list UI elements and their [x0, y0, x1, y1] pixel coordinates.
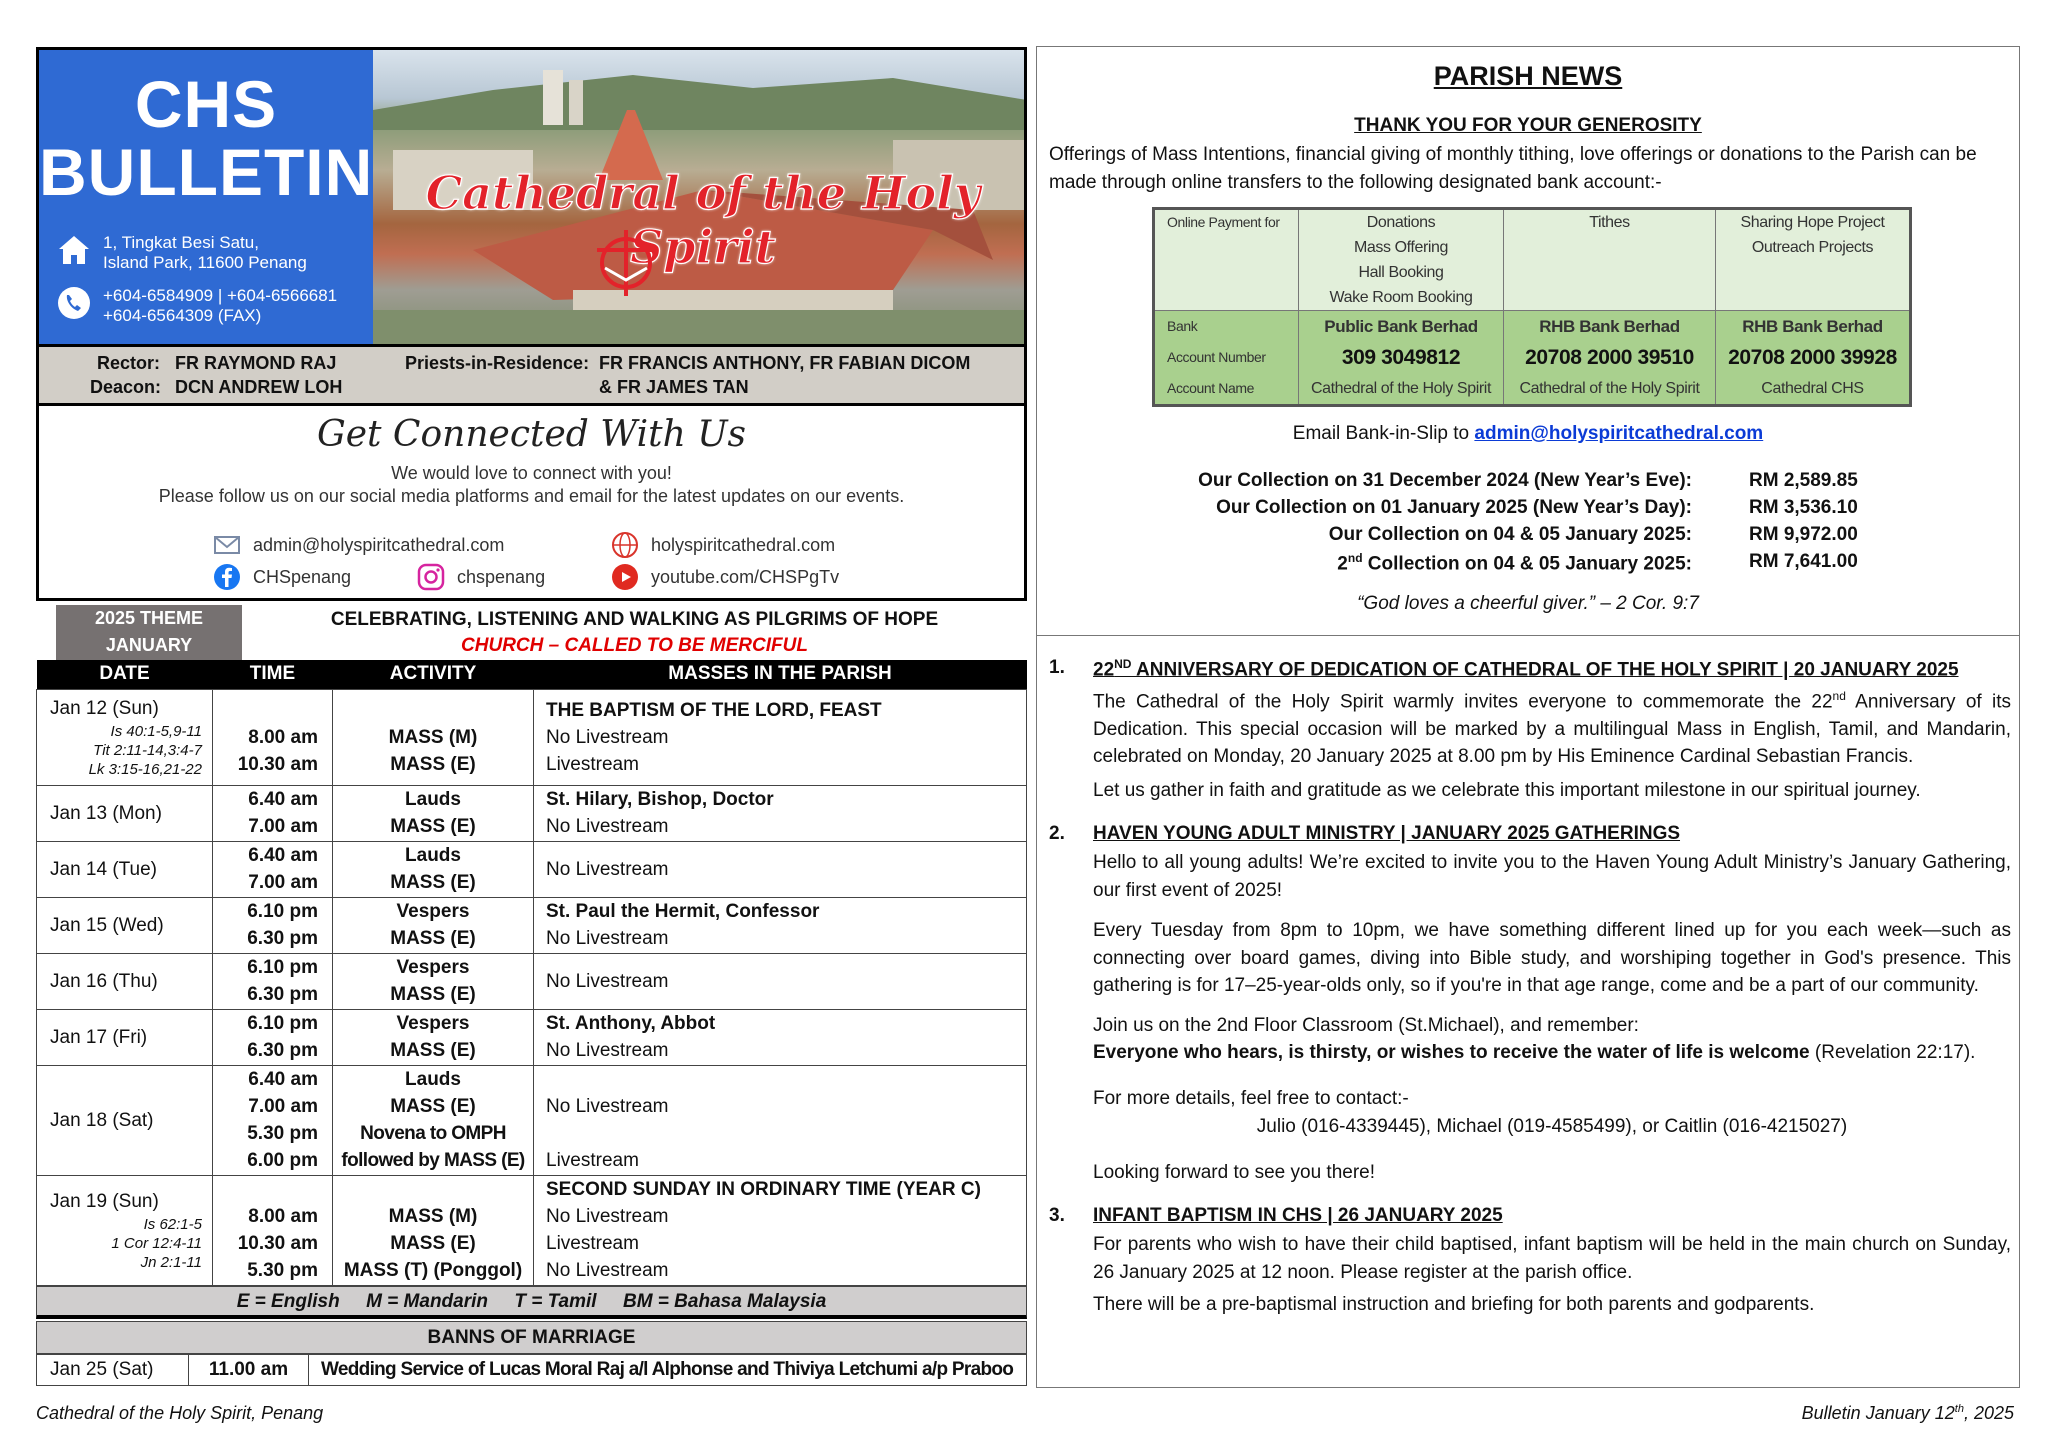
date-text: Jan 12 (Sun): [50, 698, 159, 719]
schedule-header-row: [37, 660, 1027, 689]
purpose-cell: [1504, 209, 1716, 311]
address-line1: 1, Tingkat Besi Satu,: [103, 233, 259, 252]
mass-cell: No Livestream: [534, 841, 1027, 897]
get-connected-panel: [36, 403, 1027, 601]
purpose-text: Hall Booking: [1358, 264, 1444, 281]
footer-year-text: , 2025: [1963, 1403, 2014, 1423]
youtube-contact[interactable]: [611, 563, 839, 591]
activity-cell: [333, 897, 534, 953]
mass-cell: [534, 1175, 1027, 1285]
email-text: admin@holyspiritcathedral.com: [253, 534, 505, 555]
date-cell: Jan 18 (Sat): [37, 1065, 213, 1175]
connect-subtitle-2: Please follow us on our social media platforms and email for the latest updates on our events.: [158, 486, 905, 506]
facebook-contact[interactable]: [213, 563, 351, 591]
theme-box-line2: JANUARY: [105, 635, 193, 655]
table-row: [37, 1354, 1027, 1385]
activity-text: followed by MASS (E): [341, 1150, 525, 1171]
purpose-text: Donations: [1366, 214, 1436, 231]
mail-icon: [213, 531, 241, 559]
activity-text: Vespers: [396, 957, 470, 978]
table-row: [37, 897, 1027, 953]
banns-date: Jan 25 (Sat): [37, 1354, 189, 1385]
feast-text: SECOND SUNDAY IN ORDINARY TIME (YEAR C): [546, 1179, 981, 1200]
time-cell: [213, 785, 333, 841]
purpose-text: Mass Offering: [1353, 239, 1449, 256]
email-prefix: Email Bank-in-Slip to: [1292, 423, 1475, 444]
address-line2: Island Park, 11600 Penang: [103, 253, 307, 272]
purpose-text: Tithes: [1589, 214, 1630, 231]
activity-text: Lauds: [405, 845, 461, 866]
ordinal-number: 2: [1337, 553, 1348, 575]
activity-cell: [333, 841, 534, 897]
connect-heading: Get Connected With Us: [316, 414, 747, 455]
account-name: Cathedral of the Holy Spirit: [1519, 380, 1700, 397]
collection-label: Our Collection on 04 & 05 January 2025:: [1328, 524, 1692, 545]
time-text: 5.30 pm: [247, 1123, 318, 1144]
instagram-contact[interactable]: [417, 563, 545, 591]
activity-cell: [333, 1009, 534, 1065]
language-legend: E = English M = Mandarin T = Tamil BM = Bahasa Malaysia: [36, 1286, 1027, 1319]
scripture-reference: (Revelation 22:17).: [1809, 1042, 1976, 1063]
activity-text: Lauds: [405, 789, 461, 810]
banner-blue-panel: [39, 50, 373, 347]
time-cell: [213, 897, 333, 953]
reading: Tit 2:11-14,3:4-7: [93, 742, 202, 759]
feast-text: St. Paul the Hermit, Confessor: [546, 901, 820, 922]
table-row: [37, 1065, 1027, 1175]
date-cell: [37, 1175, 213, 1285]
livestream-note: No Livestream: [546, 928, 669, 949]
activity-cell: [333, 689, 534, 785]
theme-line2: CHURCH – CALLED TO BE MERCIFUL: [461, 635, 808, 656]
livestream-note: No Livestream: [546, 1260, 669, 1281]
youtube-text: youtube.com/CHSPgTv: [651, 566, 840, 587]
footer-date-text: Bulletin January 12: [1801, 1403, 1955, 1423]
thanks-heading: THANK YOU FOR YOUR GENEROSITY: [1354, 115, 1702, 136]
time-cell: [213, 841, 333, 897]
activity-cell: [333, 1065, 534, 1175]
time-cell: [213, 689, 333, 785]
item-paragraph: For parents who wish to have their child baptised, infant baptism will be held in the main church on Sunday, 26 January 2025 at 12 noon. Please register at the parish office.: [1093, 1234, 2011, 1283]
phone-line1: +604-6584909 | +604-6566681: [103, 286, 338, 305]
table-row: [37, 1175, 1027, 1285]
banns-time: 11.00 am: [189, 1354, 309, 1385]
mass-cell: No Livestream: [534, 953, 1027, 1009]
activity-text: Lauds: [405, 1069, 461, 1090]
activity-text: Vespers: [396, 1013, 470, 1034]
instagram-text: chspenang: [457, 566, 546, 587]
theme-line1: CELEBRATING, LISTENING AND WALKING AS PILGRIMS OF HOPE: [330, 609, 939, 630]
col-date: DATE: [37, 660, 213, 689]
instagram-icon: [417, 563, 445, 591]
item-paragraph: Join us on the 2nd Floor Classroom (St.Michael), and remember:: [1093, 1015, 1639, 1036]
activity-text: MASS (E): [390, 816, 476, 837]
bank-name: RHB Bank Berhad: [1539, 317, 1680, 336]
item-paragraph: [1093, 1039, 2011, 1067]
date-cell: [37, 689, 213, 785]
collection-amount: RM 2,589.85: [1749, 470, 1858, 491]
table-row: [1154, 311, 1911, 406]
table-row: [1154, 209, 1911, 311]
activity-text: MASS (E): [390, 1040, 476, 1061]
mass-cell: [534, 1065, 1027, 1175]
account-cell: [1716, 311, 1911, 406]
account-cell: [1504, 311, 1716, 406]
account-number-label: Account Number: [1167, 349, 1266, 365]
table-row: [37, 953, 1027, 1009]
activity-text: MASS (T) (Ponggol): [343, 1260, 523, 1281]
ordinal-suffix: nd: [1832, 689, 1846, 703]
section-divider: [1037, 635, 2019, 636]
livestream-note: Livestream: [546, 1150, 639, 1171]
item-paragraph: [1093, 683, 2011, 771]
parish-news-panel: [1036, 46, 2020, 1388]
time-text: 10.30 am: [237, 1233, 318, 1254]
activity-text: Vespers: [396, 901, 470, 922]
deacon-name: DCN ANDREW LOH: [175, 377, 343, 397]
banns-table: [36, 1354, 1027, 1386]
priests-line1: FR FRANCIS ANTHONY, FR FABIAN DICOM: [599, 353, 971, 373]
priests-label: Priests-in-Residence:: [405, 353, 590, 373]
time-text: 6.30 pm: [247, 984, 318, 1005]
time-text: 7.00 am: [248, 1096, 318, 1117]
time-text: 6.30 pm: [247, 1040, 318, 1061]
rector-name: FR RAYMOND RAJ: [175, 353, 337, 373]
mass-schedule-table: [36, 660, 1027, 1286]
livestream-note: No Livestream: [546, 1206, 669, 1227]
facebook-text: CHSpenang: [253, 566, 352, 587]
deacon-label: Deacon:: [90, 377, 162, 397]
mass-cell: [534, 897, 1027, 953]
cathedral-photo: [373, 50, 1027, 347]
time-text: 6.30 pm: [247, 928, 318, 949]
time-text: 5.30 pm: [247, 1260, 318, 1281]
item-number: 2.: [1049, 823, 1065, 844]
time-text: 6.40 am: [248, 845, 318, 866]
table-row: [37, 785, 1027, 841]
email-contact[interactable]: [213, 531, 504, 559]
collection-label-text: Collection on 04 & 05 January 2025:: [1362, 553, 1692, 575]
bank-name: Public Bank Berhad: [1324, 317, 1478, 336]
activity-cell: [333, 1175, 534, 1285]
date-cell: Jan 13 (Mon): [37, 785, 213, 841]
date-cell: Jan 14 (Tue): [37, 841, 213, 897]
offerings-text: Offerings of Mass Intentions, financial giving of monthly tithing, love offerings or donations to the Parish can be made through online transfers to the following designated bank account:-: [1049, 144, 1977, 193]
purpose-cell: [1716, 209, 1911, 311]
reading: Lk 3:15-16,21-22: [88, 761, 202, 778]
item-number: 3.: [1049, 1205, 1065, 1226]
activity-text: MASS (E): [390, 753, 476, 775]
activity-cell: [333, 785, 534, 841]
youtube-icon: [611, 563, 639, 591]
footer-ordinal-suffix: th: [1954, 1403, 1964, 1415]
scripture-verse: “God loves a cheerful giver.” – 2 Cor. 9:7: [1357, 593, 1699, 614]
banner-title-line2: BULLETIN: [39, 135, 374, 209]
priests-line2: & FR JAMES TAN: [599, 377, 749, 397]
reading: Is 62:1-5: [143, 1216, 202, 1233]
date-text: Jan 19 (Sun): [50, 1191, 159, 1212]
purpose-cell: [1299, 209, 1504, 311]
banns-text: Wedding Service of Lucas Moral Raj a/l Alphonse and Thiviya Letchumi a/p Praboo: [309, 1354, 1027, 1385]
address-block: [57, 233, 307, 273]
reading: 1 Cor 12:4-11: [111, 1235, 202, 1252]
mass-cell: [534, 689, 1027, 785]
time-text: 8.00 am: [248, 1206, 318, 1227]
time-cell: [213, 1175, 333, 1285]
activity-cell: [333, 953, 534, 1009]
item-paragraph: There will be a pre-baptismal instruction and briefing for both parents and godparents.: [1093, 1294, 1815, 1315]
connect-subtitle-1: We would love to connect with you!: [391, 463, 672, 483]
footer-right: [1802, 1403, 2014, 1424]
item-paragraph: Let us gather in faith and gratitude as we celebrate this important milestone in our spiritual journey.: [1093, 780, 1921, 801]
collection-amount: RM 3,536.10: [1749, 497, 1858, 518]
globe-icon: [611, 531, 639, 559]
activity-text: Novena to OMPH: [360, 1123, 506, 1144]
ordinal-suffix: nd: [1347, 551, 1363, 565]
feast-text: St. Anthony, Abbot: [546, 1013, 716, 1034]
account-number: 20708 2000 39928: [1728, 346, 1897, 369]
account-number: 309 3049812: [1341, 346, 1461, 369]
activity-text: MASS (M): [388, 726, 478, 748]
theme-row: [36, 605, 1027, 660]
activity-text: MASS (E): [390, 1233, 476, 1254]
paragraph-text: Anniversary of its Dedication. This special occasion will be marked by a multilingual Mass in English, Tamil, and Mandarin, celebrated on Monday, 20 January 2025 at 8.00 pm by His Eminence Cardinal Sebastian Francis.: [1093, 691, 2011, 768]
account-name: Cathedral of the Holy Spirit: [1310, 380, 1491, 397]
livestream-note: No Livestream: [546, 1040, 669, 1061]
time-text: 6.10 pm: [247, 957, 318, 978]
time-cell: [213, 1009, 333, 1065]
account-number: 20708 2000 39510: [1525, 346, 1694, 369]
time-cell: [213, 1065, 333, 1175]
activity-text: MASS (E): [390, 928, 476, 949]
time-text: 6.10 pm: [247, 1013, 318, 1034]
account-name-label: Account Name: [1167, 380, 1255, 396]
heading-number: 22: [1093, 659, 1115, 681]
mass-cell: [534, 785, 1027, 841]
item-heading: [1093, 657, 1959, 681]
banns-heading: BANNS OF MARRIAGE: [36, 1321, 1027, 1354]
phone-line2: +604-6564309 (FAX): [103, 306, 262, 325]
paragraph-bold-text: Everyone who hears, is thirsty, or wishes to receive the water of life is welcome: [1093, 1042, 1810, 1063]
time-text: 6.00 pm: [247, 1150, 318, 1171]
item-heading: INFANT BAPTISM IN CHS | 26 JANUARY 2025: [1093, 1205, 1503, 1226]
bank-slip-email-link[interactable]: admin@holyspiritcathedral.com: [1474, 423, 1764, 444]
activity-text: MASS (E): [390, 872, 476, 893]
time-text: 6.10 pm: [247, 901, 318, 922]
item-paragraph: Every Tuesday from 8pm to 10pm, we have something different lined up for you each week—such as connecting over board games, diving into Bible study, and worshiping together in God's presence. This gathering is for 17–25-year-olds only, so if you're in that age range, come and be a part of our community.: [1093, 920, 2011, 996]
rector-label: Rector:: [97, 353, 161, 373]
time-text: 6.40 am: [248, 789, 318, 810]
purpose-text: Outreach Projects: [1751, 239, 1874, 256]
livestream-note: Livestream: [546, 753, 639, 775]
bulletin-banner: [36, 47, 1027, 347]
account-labels: [1154, 311, 1299, 406]
livestream-note: No Livestream: [546, 816, 669, 837]
mass-cell: [534, 1009, 1027, 1065]
facebook-icon: [213, 563, 241, 591]
time-text: 7.00 am: [248, 872, 318, 893]
phone-block: [57, 286, 337, 326]
date-cell: Jan 15 (Wed): [37, 897, 213, 953]
phone-icon: [57, 286, 91, 320]
time-text: 7.00 am: [248, 816, 318, 837]
item-heading: HAVEN YOUNG ADULT MINISTRY | JANUARY 2025 GATHERINGS: [1093, 823, 1681, 844]
collection-label: Our Collection on 01 January 2025 (New Year’s Day):: [1216, 497, 1692, 518]
col-time: TIME: [213, 660, 333, 689]
collection-amount: RM 9,972.00: [1749, 524, 1858, 545]
table-row: [37, 689, 1027, 785]
clergy-panel: [36, 347, 1027, 403]
reading: Jn 2:1-11: [140, 1254, 202, 1271]
purpose-text: Sharing Hope Project: [1740, 214, 1885, 231]
heading-text: ANNIVERSARY OF DEDICATION OF CATHEDRAL OF THE HOLY SPIRIT | 20 JANUARY 2025: [1131, 659, 1959, 681]
home-icon: [57, 233, 91, 267]
theme-box: [56, 605, 242, 660]
item-number: 1.: [1049, 657, 1065, 678]
time-cell: [213, 953, 333, 1009]
date-cell: Jan 17 (Fri): [37, 1009, 213, 1065]
website-contact[interactable]: [611, 531, 835, 559]
activity-text: MASS (M): [388, 1206, 478, 1227]
cathedral-title: Cathedral of the Holy Spirit: [425, 166, 981, 274]
holy-spirit-logo: [591, 228, 661, 298]
activity-text: MASS (E): [390, 984, 476, 1005]
bank-label: Bank: [1167, 318, 1198, 334]
item-paragraph: Hello to all young adults! We’re excited to invite you to the Haven Young Adult Ministry’s January Gathering, our first event of 2025!: [1093, 852, 2011, 901]
table-row: [37, 1009, 1027, 1065]
heading-suffix: ND: [1114, 657, 1132, 671]
footer-left: Cathedral of the Holy Spirit, Penang: [36, 1403, 324, 1423]
livestream-note: No Livestream: [546, 1096, 669, 1117]
collection-amount: RM 7,641.00: [1749, 551, 1858, 572]
time-text: 8.00 am: [248, 726, 318, 748]
time-text: 6.40 am: [248, 1069, 318, 1090]
purpose-text: Wake Room Booking: [1329, 289, 1473, 306]
item-paragraph: Looking forward to see you there!: [1093, 1162, 1376, 1183]
account-cell: [1299, 311, 1504, 406]
table-row: [37, 841, 1027, 897]
bank-account-table: [1152, 207, 1912, 407]
page-title: PARISH NEWS: [1433, 61, 1623, 91]
feast-text: THE BAPTISM OF THE LORD, FEAST: [546, 699, 882, 721]
livestream-note: Livestream: [546, 1233, 639, 1254]
website-text: holyspiritcathedral.com: [651, 534, 836, 555]
col-masses: MASSES IN THE PARISH: [534, 660, 1027, 689]
feast-text: St. Hilary, Bishop, Doctor: [546, 789, 774, 810]
date-cell: Jan 16 (Thu): [37, 953, 213, 1009]
collection-label: Our Collection on 31 December 2024 (New Year’s Eve):: [1198, 470, 1692, 491]
reading: Is 40:1-5,9-11: [110, 723, 202, 740]
livestream-note: No Livestream: [546, 726, 669, 748]
time-text: 10.30 am: [237, 753, 318, 775]
bank-name: RHB Bank Berhad: [1742, 317, 1883, 336]
left-panel: [36, 47, 1027, 1386]
item-paragraph: For more details, feel free to contact:-: [1093, 1088, 1409, 1109]
payment-for-label: Online Payment for: [1154, 209, 1299, 311]
banner-title-line1: CHS: [134, 67, 278, 141]
collection-label: [1337, 551, 1692, 575]
contact-names: Julio (016-4339445), Michael (019-4585499), or Caitlin (016-4215027): [1256, 1116, 1848, 1137]
paragraph-text: The Cathedral of the Holy Spirit warmly invites everyone to commemorate the 22: [1093, 691, 1833, 713]
col-activity: ACTIVITY: [333, 660, 534, 689]
bank-in-slip-line: [1037, 423, 2019, 445]
theme-box-line1: 2025 THEME: [94, 608, 204, 628]
activity-text: MASS (E): [390, 1096, 476, 1117]
account-name: Cathedral CHS: [1761, 380, 1864, 397]
